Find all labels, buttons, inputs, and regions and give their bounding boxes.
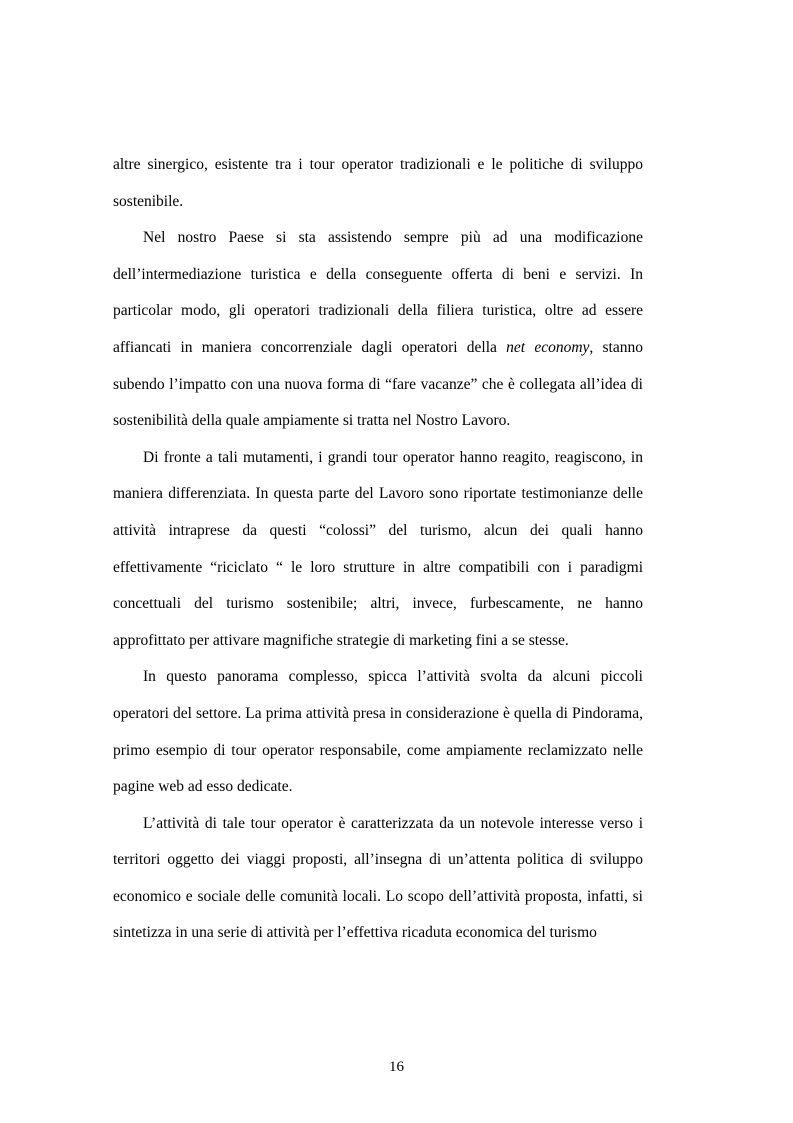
paragraph-3 bbox=[113, 440, 643, 660]
paragraph-1 bbox=[113, 147, 643, 220]
page-number: 16 bbox=[389, 1059, 404, 1075]
paragraph-2-emphasis: net economy bbox=[506, 338, 590, 356]
body-text bbox=[113, 147, 643, 952]
paragraph-2-text-end: , stanno subendo l’impatto con una nuova forma di “fare vacanze” che è collegata all’idea di sostenibilità della quale ampiamente si tratta nel Nostro Lavoro. bbox=[113, 338, 643, 430]
paragraph-2-text-start: Nel nostro Paese si sta assistendo sempre più ad una modificazione dell’intermediazione turistica e della conseguente offerta di beni e servizi. In particolar modo, gli operatori tradizionali della filiera turistica, oltre ad essere affiancati in maniera concorrenziale dagli operatori della bbox=[113, 229, 643, 356]
paragraph-2 bbox=[113, 220, 643, 440]
paragraph-4 bbox=[113, 659, 643, 805]
paragraph-5 bbox=[113, 806, 643, 952]
paragraph-4-text: In questo panorama complesso, spicca l’attività svolta da alcuni piccoli operatori del settore. La prima attività presa in considerazione è quella di Pindorama, primo esempio di tour operator responsabile, come ampiamente reclamizzato nelle pagine web ad esso dedicate. bbox=[113, 668, 643, 796]
paragraph-1-text: altre sinergico, esistente tra i tour operator tradizionali e le politiche di sviluppo sostenibile. bbox=[113, 156, 643, 210]
paragraph-3-text: Di fronte a tali mutamenti, i grandi tour operator hanno reagito, reagiscono, in maniera differenziata. In questa parte del Lavoro sono riportate testimonianze delle attività intraprese da questi “colossi” del turismo, alcun dei quali hanno effettivamente “riciclato “ le loro strutture in altre compatibili con i paradigmi concettuali del turismo sostenibile; altri, invece, furbescamente, ne hanno approfittato per attivare magnifiche strategie di marketing fini a se stesse. bbox=[113, 448, 643, 649]
paragraph-5-text: L’attività di tale tour operator è caratterizzata da un notevole interesse verso i territori oggetto dei viaggi proposti, all’insegna di un’attenta politica di sviluppo economico e sociale delle comunità locali. Lo scopo dell’attività proposta, infatti, si sintetizza in una serie di attività per l’effettiva ricaduta economica del turismo bbox=[113, 814, 643, 942]
